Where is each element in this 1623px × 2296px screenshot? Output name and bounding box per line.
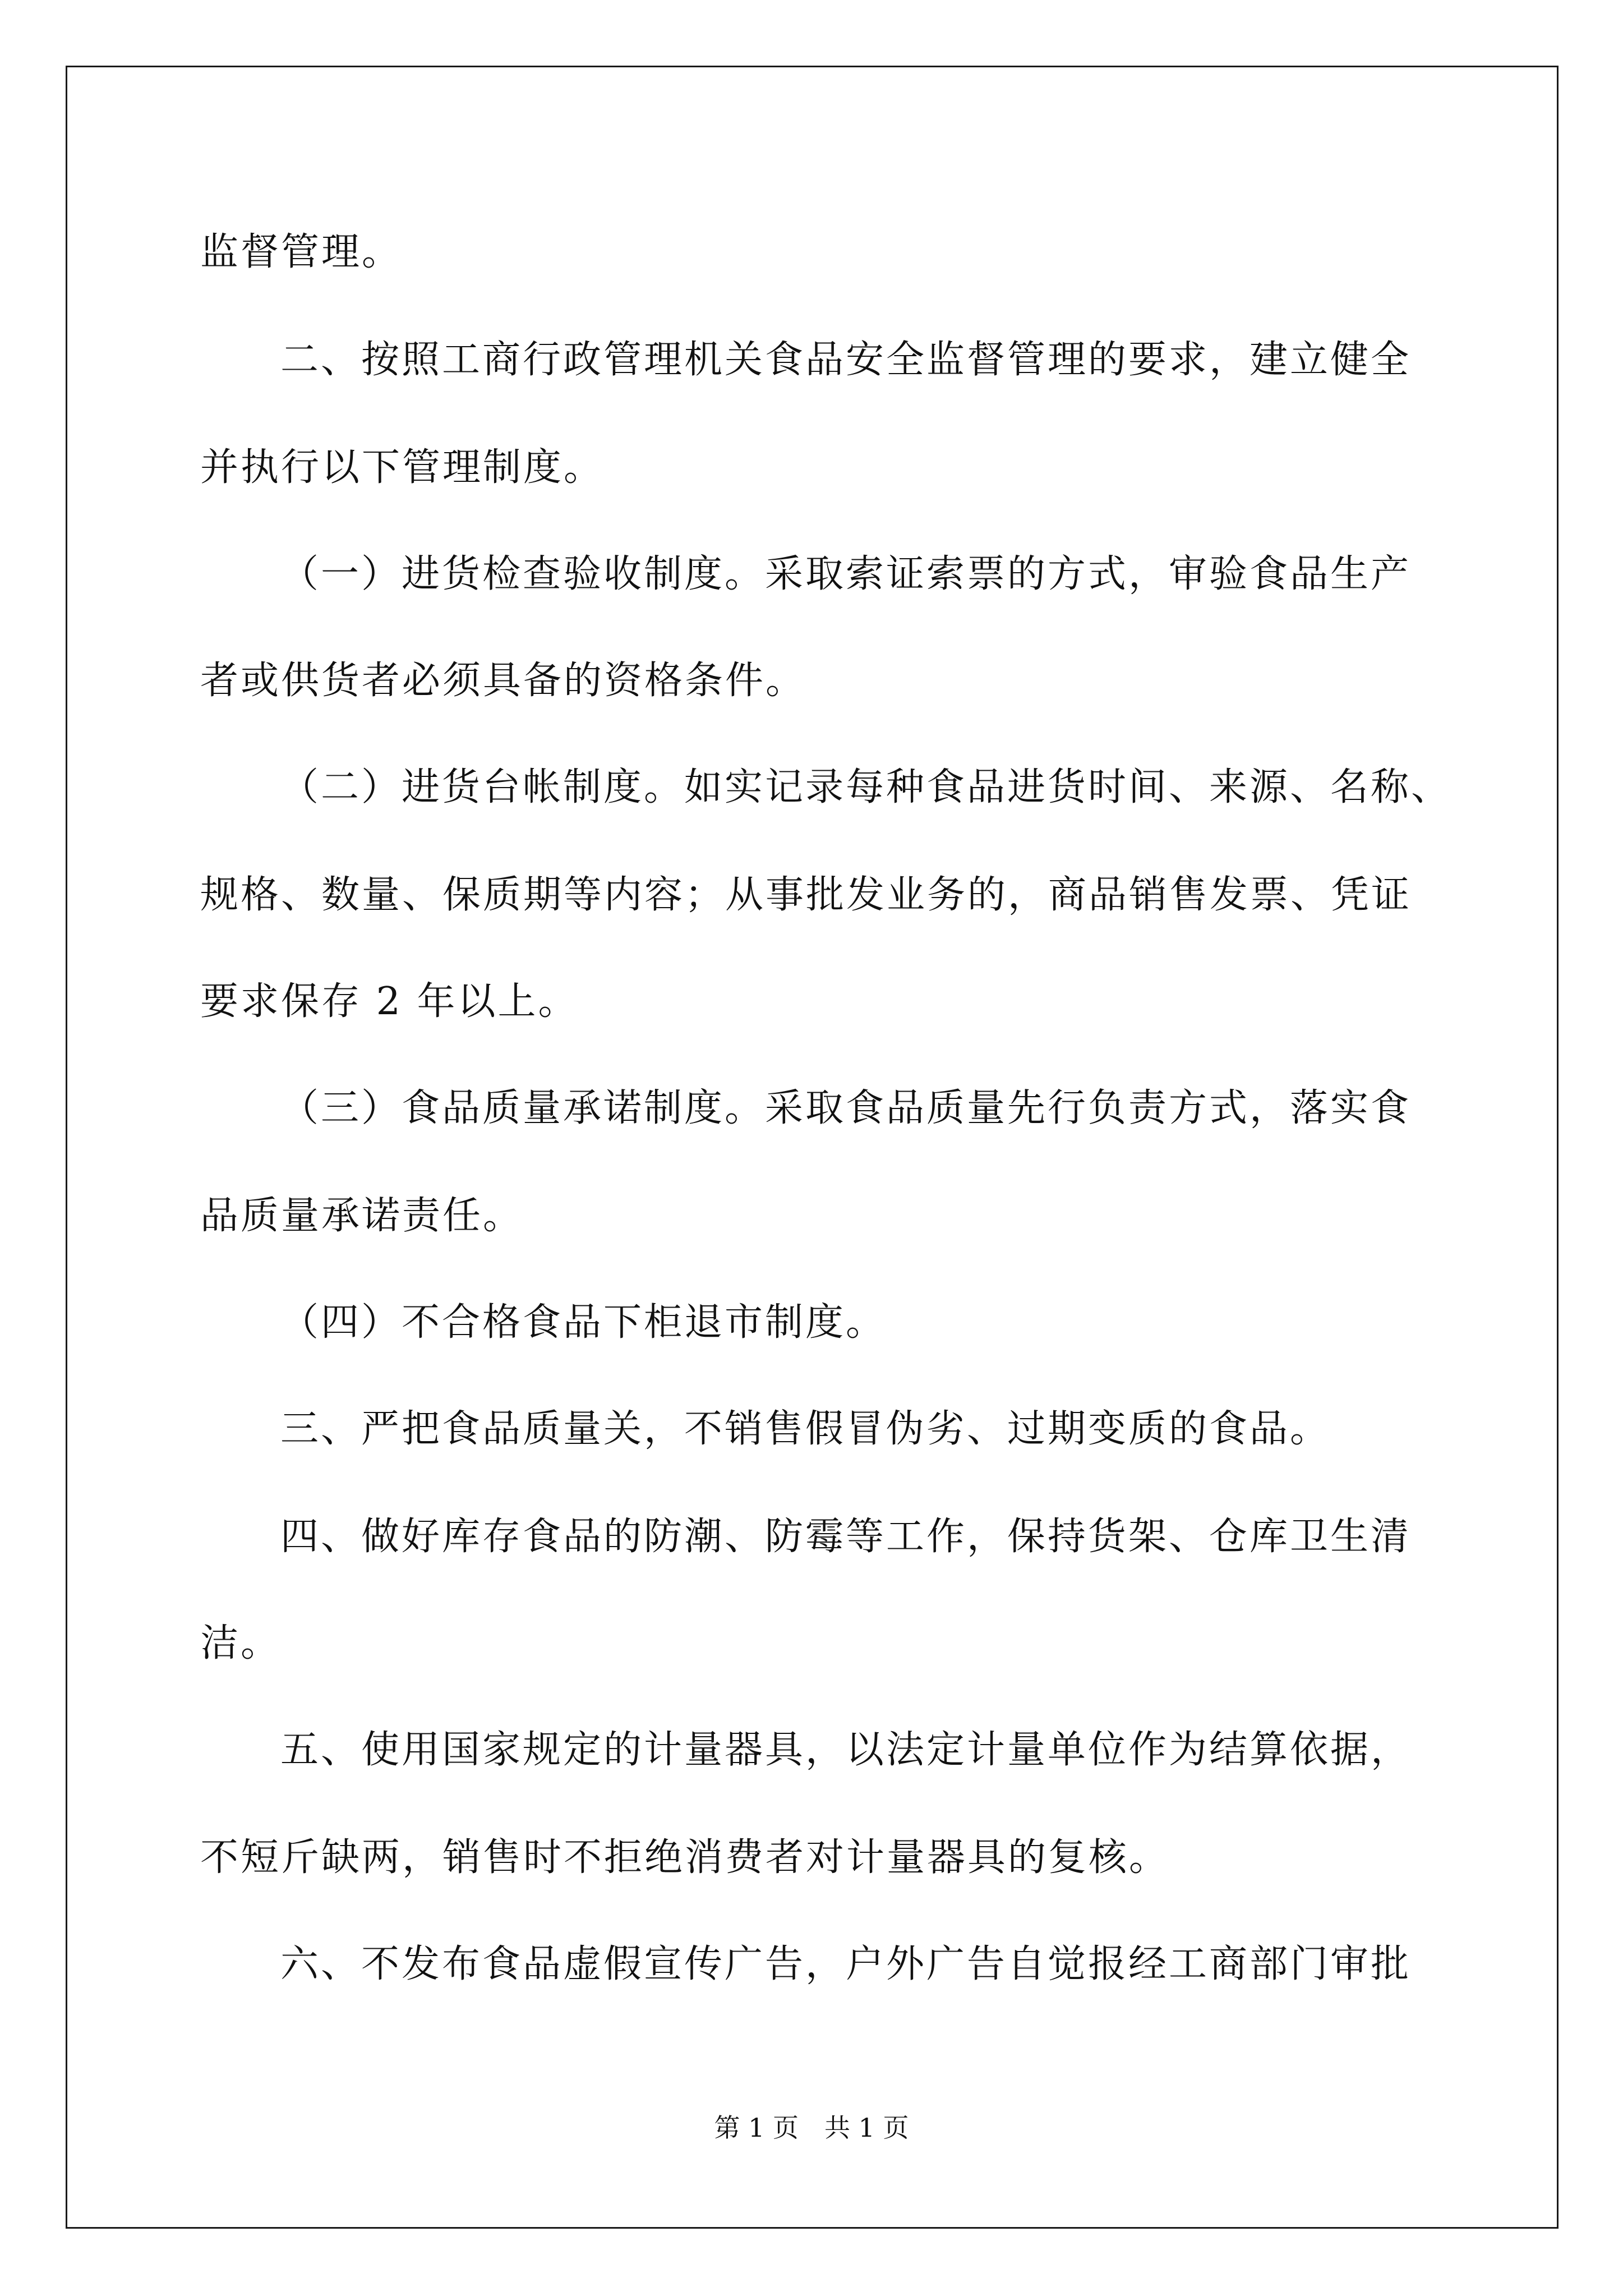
- text-line: 并执行以下管理制度。: [200, 445, 605, 490]
- text-line: 者或供货者必须具备的资格条件。: [200, 659, 806, 703]
- text-line: （三）食品质量承诺制度。采取食品质量先行负责方式，落实食: [280, 1086, 1412, 1130]
- text-line: 五、使用国家规定的计量器具，以法定计量单位作为结算依据，: [280, 1728, 1412, 1772]
- text-line: （四）不合格食品下柜退市制度。: [280, 1300, 887, 1345]
- page-footer: 第 1 页 共 1 页: [714, 2113, 909, 2143]
- text-line: 品质量承诺责任。: [200, 1194, 524, 1238]
- text-line: 三、严把食品质量关，不销售假冒伪劣、过期变质的食品。: [280, 1407, 1331, 1451]
- text-line: （二）进货台帐制度。如实记录每种食品进货时间、来源、名称、: [280, 765, 1452, 809]
- text-line: 洁。: [200, 1621, 282, 1665]
- text-line: 监督管理。: [200, 230, 403, 274]
- text-line: 规格、数量、保质期等内容；从事批发业务的，商品销售发票、凭证: [200, 873, 1412, 917]
- text-line: 要求保存 2 年以上。: [200, 979, 579, 1024]
- text-line: 四、做好库存食品的防潮、防霉等工作，保持货架、仓库卫生清: [280, 1515, 1412, 1559]
- text-line: 六、不发布食品虚假宣传广告，户外广告自觉报经工商部门审批: [280, 1942, 1412, 1986]
- text-line: （一）进货检查验收制度。采取索证索票的方式，审验食品生产: [280, 552, 1412, 596]
- text-line: 二、按照工商行政管理机关食品安全监督管理的要求，建立健全: [280, 338, 1412, 382]
- page-border: [66, 66, 1559, 2229]
- text-line: 不短斤缺两，销售时不拒绝消费者对计量器具的复核。: [200, 1835, 1170, 1880]
